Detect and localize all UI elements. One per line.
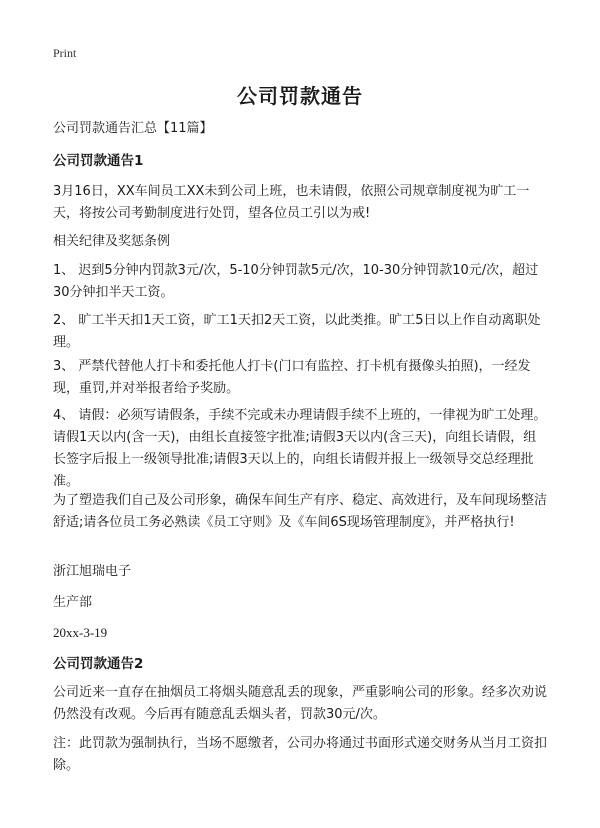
print-label: Print [53,46,77,60]
rule-item-4: 4、 请假：必须写请假条，手续不完或未办理请假手续不上班的，一律视为旷工处理。请假1天以内(含一天)，由组长直接签字批准;请假3天以内(含三天)，向组长请假，组长签字后报上一级领导批准;请假3天以上的，向组长请假并报上一级领导交总经理批准。 [53,408,547,489]
notice2-body: 公司近来一直存在抽烟员工将烟头随意乱丢的现象，严重影响公司的形象。经多次劝说仍然没有改观。今后再有随意乱丢烟头者，罚款30元/次。 [53,685,548,722]
rule-item-2: 2、 旷工半天扣1天工资，旷工1天扣2天工资，以此类推。旷工5日以上作自动离职处理。 [53,313,541,350]
summary-line: 公司罚款通告汇总【11篇】 [53,121,213,136]
rule-item-1: 1、 迟到5分钟内罚款3元/次，5-10分钟罚款5元/次，10-30分钟罚款10元/次，超过30分钟扣半天工资。 [53,263,539,300]
notice2-note: 注：此罚款为强制执行，当场不愿缴者，公司办将通过书面形式递交财务从当月工资扣除。 [53,736,548,773]
rules-heading: 相关纪律及奖惩条例 [53,234,171,249]
notice1-intro: 3月16日，XX车间员工XX未到公司上班，也未请假，依照公司规章制度视为旷工一天，将按公司考勤制度进行处罚，望各位员工引以为戒! [53,184,530,221]
page-title: 公司罚款通告 [237,84,363,108]
rule-item-3: 3、 严禁代替他人打卡和委托他人打卡(门口有监控、打卡机有摄像头拍照)，一经发现，重罚,并对举报者给予奖励。 [53,359,531,396]
notice1-heading: 公司罚款通告1 [53,153,144,169]
department-name: 生产部 [53,595,93,610]
company-name: 浙江旭瑞电子 [53,564,132,579]
notice2-heading: 公司罚款通告2 [53,656,144,672]
notice1-closing: 为了塑造我们自己及公司形象，确保车间生产有序、稳定、高效进行，及车间现场整洁舒适;请各位员工务必熟读《员工守则》及《车间6S现场管理制度》，并严格执行! [53,493,548,530]
notice-date: 20xx-3-19 [53,625,108,640]
